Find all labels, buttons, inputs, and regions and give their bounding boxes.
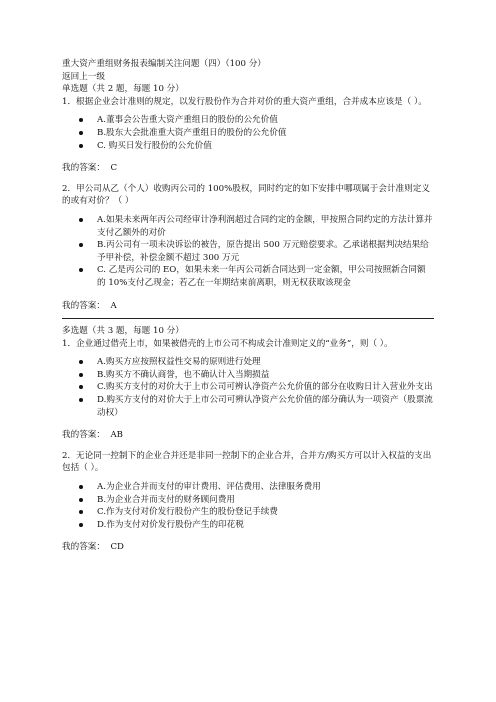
option-item[interactable]: A.如果未来两年丙公司经审计净利润超过合同约定的金额，甲按照合同约定的方法计算并支付乙额外的对价 [88, 214, 434, 239]
section-single-choice [62, 83, 434, 312]
document-body [62, 58, 434, 554]
option-item[interactable]: D.作为支付对价发行股份产生的印花税 [88, 519, 434, 532]
option-item[interactable]: A.购买方应按照权益性交易的原则进行处理 [88, 356, 434, 369]
option-list [62, 114, 434, 152]
option-item[interactable]: D.购买方支付的对价大于上市公司可辨认净资产公允价值的部分确认为一项资产（股票流动权） [88, 394, 434, 419]
question-block [62, 183, 434, 312]
answer-value: A [110, 300, 117, 311]
option-item[interactable]: C. 乙是丙公司的 EO，如果未来一年丙公司新合同达到一定金额，甲公司按照新合同额的 10%支付乙现金；若乙在一年期结束前离职，则无权获取该现金 [88, 264, 434, 289]
option-list [62, 481, 434, 531]
my-answer [62, 300, 434, 313]
option-item[interactable]: A.董事会公告重大资产重组日的股份的公允价值 [88, 114, 434, 127]
answer-value: AB [110, 430, 123, 441]
option-item[interactable]: A.为企业合并而支付的审计费用、评估费用、法律服务费用 [88, 481, 434, 494]
option-item[interactable]: B.为企业合并而支付的财务顾问费用 [88, 494, 434, 507]
section-multiple-choice [62, 325, 434, 554]
my-answer [62, 541, 434, 554]
page-title: 重大资产重组财务报表编制关注问题（四）（100 分） [62, 59, 266, 69]
answer-value: CD [110, 542, 124, 553]
option-item[interactable]: B.购买方不确认商誉，也不确认计入当期损益 [88, 369, 434, 382]
section-heading: 单选题（共 2 题，每题 10 分） [62, 84, 184, 95]
question-block [62, 96, 434, 175]
option-item[interactable]: B.丙公司有一项未决诉讼的被告，原告提出 500 万元赔偿要求。乙承诺根据判决结果给予甲补偿，补偿金额不超过 300 万元 [88, 239, 434, 264]
my-answer [62, 429, 434, 442]
option-list [62, 356, 434, 419]
answer-label: 我的答案： [62, 430, 105, 441]
section-divider [62, 318, 434, 319]
question-stem: 1．根据企业会计准则的规定，以发行股份作为合并对价的重大资产重组，合并成本应该是（ ）。 [62, 96, 427, 107]
back-link[interactable]: 返回上一级 [62, 71, 105, 82]
my-answer [62, 162, 434, 175]
option-item[interactable]: C.作为支付对价发行股份产生的股份登记手续费 [88, 506, 434, 519]
answer-value: C [110, 163, 118, 174]
option-list [62, 214, 434, 290]
question-block [62, 338, 434, 442]
answer-label: 我的答案： [62, 300, 105, 311]
section-heading: 多选题（共 3 题，每题 10 分） [62, 326, 184, 337]
question-stem: 2．无论同一控制下的企业合并还是非同一控制下的企业合并，合并方/购买方可以计入权益的支出包括（ ）。 [62, 450, 432, 474]
option-item[interactable]: C.购买方支付的对价大于上市公司可辨认净资产公允价值的部分在收购日计入营业外支出 [88, 381, 434, 394]
question-block [62, 450, 434, 554]
option-item[interactable]: B.股东大会批准重大资产重组日的股份的公允价值 [88, 127, 434, 140]
answer-label: 我的答案： [62, 542, 105, 553]
question-stem: 2．甲公司从乙（个人）收购丙公司的 100%股权，同时约定的如下安排中哪项属于会计准则定义的或有对价？（ ） [62, 183, 430, 207]
answer-label: 我的答案： [62, 163, 105, 174]
question-stem: 1．企业通过借壳上市，如果被借壳的上市公司不构成会计准则定义的“业务”，则（ ）。 [62, 338, 393, 349]
option-item[interactable]: C. 购买日发行股份的公允价值 [88, 140, 434, 153]
